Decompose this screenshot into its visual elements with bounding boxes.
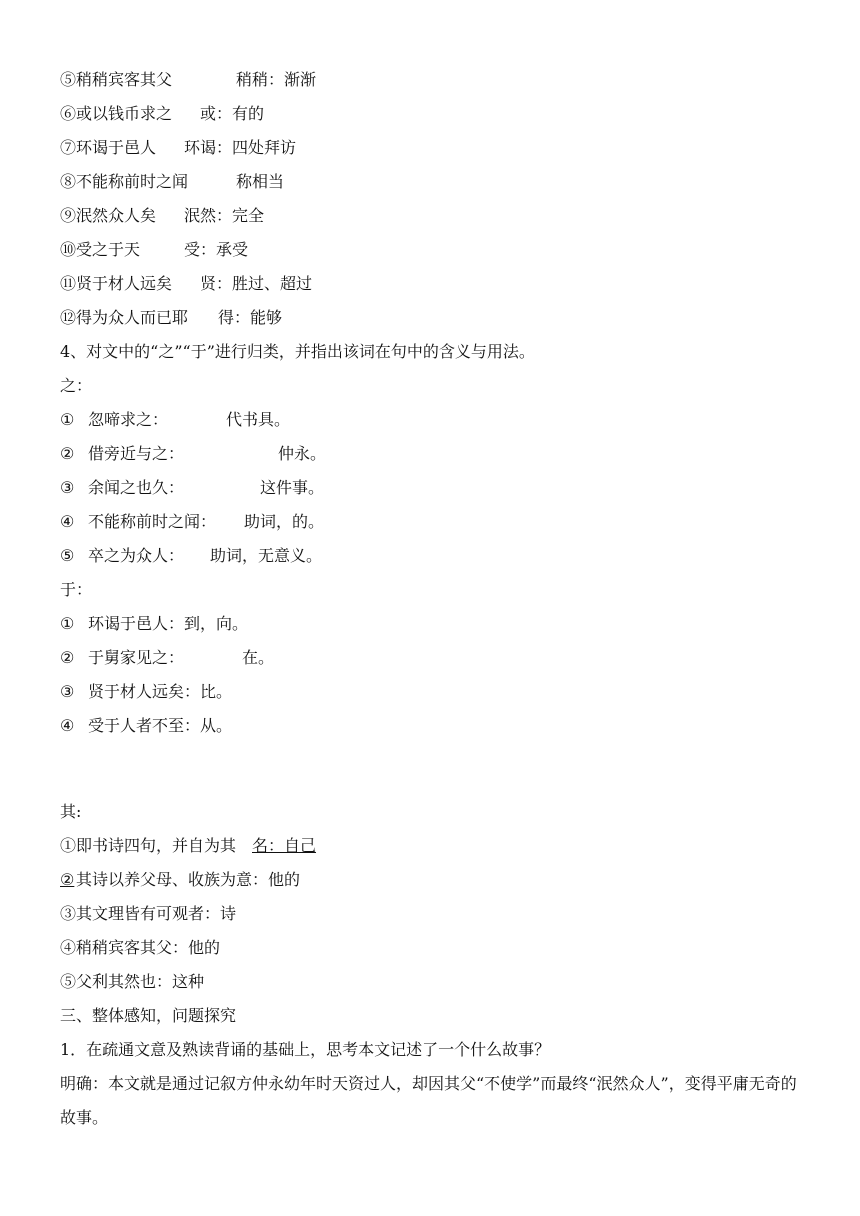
item-number: ②	[60, 648, 75, 667]
item-number: ④	[60, 716, 75, 735]
question-4-title: 4、对文中的“之”“于”进行归类，并指出该词在句中的含义与用法。	[60, 342, 535, 361]
yu-label: 于：	[60, 580, 93, 599]
item-number: ⑤	[60, 546, 75, 565]
item-meaning: 助词，无意义。	[210, 546, 323, 565]
vocab-phrase: ⑧不能称前时之闻	[60, 172, 189, 191]
item-sentence: 于舅家见之：	[88, 648, 185, 667]
vocab-phrase: ⑦环谒于邑人	[60, 138, 157, 157]
vocab-phrase: ⑥或以钱币求之	[60, 104, 173, 123]
vocab-phrase: ⑩受之于天	[60, 240, 141, 259]
item-meaning: 在。	[242, 648, 275, 667]
vocab-gloss: 环谒：四处拜访	[184, 138, 297, 157]
item-number: ③	[60, 478, 75, 497]
qi-sentence: 其诗以养父母、收族为意：他的	[76, 870, 301, 889]
vocab-phrase: ⑫得为众人而已耶	[60, 308, 189, 327]
vocab-gloss: 受：承受	[184, 240, 249, 259]
item-meaning: 代书具。	[226, 410, 291, 429]
answer-paragraph: 明确：本文就是通过记叙方仲永幼年时天资过人，却因其父“不使学”而最终“泯然众人”，变得平庸无奇的故事。	[60, 1074, 797, 1127]
vocab-gloss: 泯然：完全	[184, 206, 265, 225]
item-meaning: 这件事。	[260, 478, 325, 497]
zhi-label: 之：	[60, 376, 93, 395]
item-meaning: 助词，的。	[244, 512, 325, 531]
item-number: ③	[60, 682, 75, 701]
vocab-gloss: 称相当	[236, 172, 285, 191]
item-number: ①	[60, 614, 75, 633]
item-text: 受于人者不至：从。	[88, 716, 233, 735]
item-sentence: 忽啼求之：	[88, 410, 169, 429]
section-heading: 三、整体感知，问题探究	[60, 1006, 237, 1025]
vocab-phrase: ⑤稍稍宾客其父	[60, 70, 173, 89]
qi-sentence: ③其文理皆有可观者：诗	[60, 904, 237, 923]
item-text: 环谒于邑人：到，向。	[88, 614, 249, 633]
vocab-gloss: 贤：胜过、超过	[200, 274, 313, 293]
item-sentence: 余闻之也久：	[88, 478, 185, 497]
vocab-phrase: ⑨泯然众人矣	[60, 206, 157, 225]
item-number: ②	[60, 444, 75, 463]
item-sentence: 借旁近与之：	[88, 444, 185, 463]
item-number: ②	[60, 870, 75, 889]
qi-sentence: ⑤父利其然也：这种	[60, 972, 205, 991]
qi-label: 其:	[60, 802, 82, 821]
item-sentence: 不能称前时之闻：	[88, 512, 217, 531]
vocab-gloss: 稍稍：渐渐	[236, 70, 317, 89]
vocab-phrase: ⑪贤于材人远矣	[60, 274, 173, 293]
question-1: 1．在疏通文意及熟读背诵的基础上，思考本文记述了一个什么故事？	[60, 1040, 551, 1059]
item-sentence: 卒之为众人：	[88, 546, 185, 565]
item-number: ①	[60, 410, 75, 429]
item-text: 贤于材人远矣：比。	[88, 682, 233, 701]
vocab-gloss: 得：能够	[218, 308, 283, 327]
item-meaning: 仲永。	[278, 444, 327, 463]
qi-meaning: 名：自己	[252, 836, 317, 855]
item-number: ④	[60, 512, 75, 531]
qi-sentence: ④稍稍宾客其父：他的	[60, 938, 221, 957]
vocab-gloss: 或：有的	[200, 104, 265, 123]
qi-sentence: ①即书诗四句，并自为其	[60, 836, 237, 855]
